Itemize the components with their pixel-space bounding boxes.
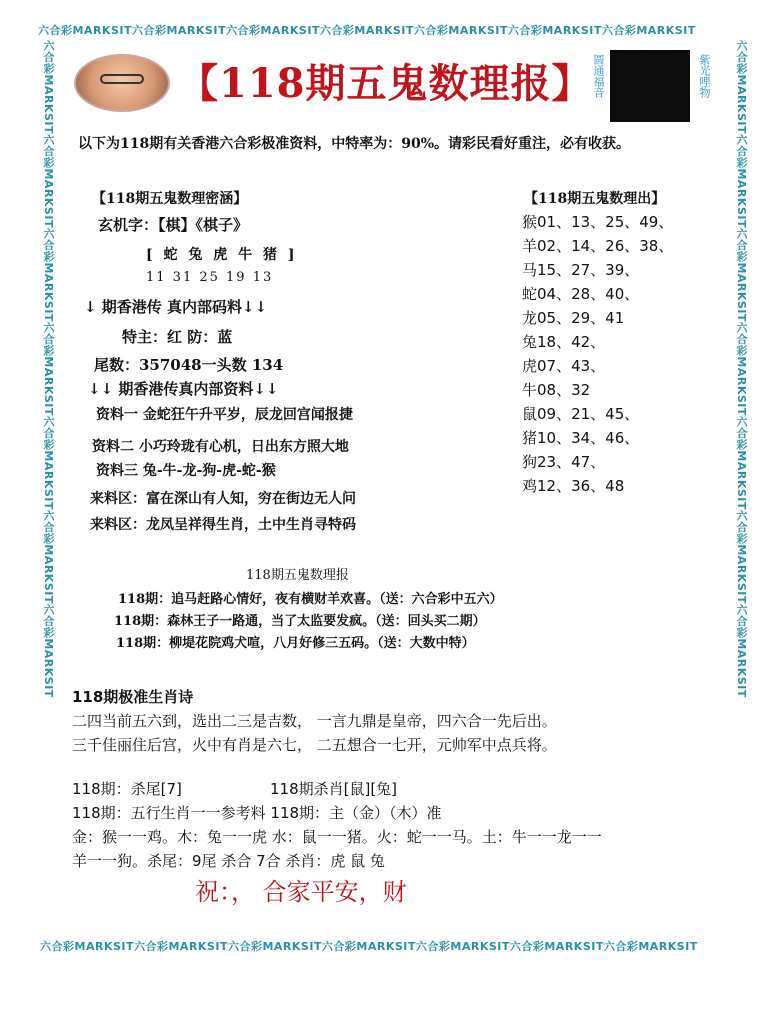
ziliao-3: 资料三 兔-牛-龙-狗-虎-蛇-猴 (96, 463, 276, 479)
wei-shu: 尾数：357048一头数 134 (94, 356, 284, 374)
xuanji: 玄机字：【棋】《棋子》 (98, 216, 249, 234)
section-line-1: ↓ 期香港传 真内部码料↓↓ (84, 298, 268, 316)
middle-line-2: 118期：森林王子一路通，当了太监要发疯。（送：回头买二期） (114, 614, 486, 629)
border-top: 六合彩MARKSIT六合彩MARKSIT六合彩MARKSIT六合彩MARKSIT六合彩MARKSIT六合彩MARKSIT六合彩MARKSIT (38, 24, 696, 37)
animal-list: [ 蛇 兔 虎 牛 猪 ] (146, 247, 298, 263)
blessing: 祝：， 合家平安，财 (195, 878, 407, 906)
zodiac-row-rat: 鼠09、21、45、 (522, 405, 640, 423)
number-list: 11 31 25 19 13 (146, 270, 274, 285)
glasses-decoration (100, 74, 144, 84)
element-line-1: 金：猴一一鸡。木：兔一一虎 水：鼠一一猪。火：蛇一一马。土：牛一一龙一一 (72, 828, 602, 846)
zodiac-row-rabbit: 兔18、42、 (522, 333, 606, 351)
zodiac-row-horse: 马15、27、39、 (522, 261, 640, 279)
middle-subtitle: 118期五鬼数理报 (246, 568, 349, 583)
laiyu-1: 来料区：富在深山有人知，穷在街边无人问 (90, 491, 356, 507)
left-tag: 圆通福音 (592, 54, 605, 98)
laiyu-2: 来料区：龙凤呈祥得生肖，土中生肖寻特码 (90, 517, 356, 533)
element-line-2: 羊一一狗。杀尾：9尾 杀合 7合 杀肖：虎 鼠 兔 (72, 852, 385, 870)
poem-line-1: 二四当前五六到，选出二三是吉数， 一言九鼎是皇帝，四六合一先后出。 (72, 712, 557, 730)
middle-line-3: 118期：柳堤花院鸡犬喧，八月好修三五码。（送：大数中特） (116, 636, 475, 651)
border-bottom: 六合彩MARKSIT六合彩MARKSIT六合彩MARKSIT六合彩MARKSIT六合彩MARKSIT六合彩MARKSIT六合彩MARKSIT (40, 940, 698, 953)
border-left: 六合彩MARKSIT六合彩MARKSIT六合彩MARKSIT六合彩MARKSIT六合彩MARKSIT六合彩MARKSIT六合彩MARKSIT (42, 40, 55, 698)
middle-line-1: 118期：追马赶路心情好，夜有横财羊欢喜。（送：六合彩中五六） (118, 592, 503, 607)
ziliao-1: 资料一 金蛇狂午升平岁，辰龙回宫闻报捷 (96, 407, 353, 423)
zodiac-row-pig: 猪10、34、46、 (522, 429, 640, 447)
poem-line-2: 三千佳丽住后宫，火中有肖是六七， 二五想合一七开，元帅军中点兵将。 (72, 736, 557, 754)
sha-wei: 118期：杀尾[7] (72, 780, 182, 798)
zodiac-row-dog: 狗23、47、 (522, 453, 606, 471)
zodiac-row-rooster: 鸡12、36、48 (522, 477, 625, 495)
zodiac-row-tiger: 虎07、43、 (522, 357, 606, 375)
poem-heading: 118期极准生肖诗 (72, 688, 194, 706)
intro-text: 以下为118期有关香港六合彩极准资料，中特率为：90%。请彩民看好重注，必有收获。 (78, 136, 631, 152)
left-heading: 【118期五鬼数理密涵】 (92, 191, 248, 207)
ziliao-2: 资料二 小巧玲珑有心机，日出东方照大地 (92, 439, 349, 455)
zodiac-row-monkey: 猴01、13、25、49、 (522, 213, 674, 231)
page-title: 【118期五鬼数理报】 (178, 60, 593, 107)
te-zhu: 特主：红 防：蓝 (122, 328, 233, 346)
right-heading: 【118期五鬼数理出】 (524, 191, 666, 207)
section-line-2: ↓↓ 期香港传真内部资料↓↓ (88, 380, 279, 398)
right-tag: 紫光哩物 (698, 54, 711, 98)
qr-code (610, 50, 690, 122)
zodiac-row-dragon: 龙05、29、41 (522, 309, 625, 327)
zodiac-number-list (522, 210, 673, 498)
zodiac-row-goat: 羊02、14、26、38、 (522, 237, 674, 255)
avatar (74, 54, 170, 112)
zodiac-row-ox: 牛08、32 (522, 381, 591, 399)
wuxing-line: 118期：五行生肖一一参考料 118期：主（金）（木）准 (72, 804, 442, 822)
border-right: 六合彩MARKSIT六合彩MARKSIT六合彩MARKSIT六合彩MARKSIT六合彩MARKSIT六合彩MARKSIT六合彩MARKSIT (735, 40, 748, 698)
zodiac-row-snake: 蛇04、28、40、 (522, 285, 640, 303)
sha-xiao: 118期杀肖[鼠][兔] (270, 780, 398, 798)
